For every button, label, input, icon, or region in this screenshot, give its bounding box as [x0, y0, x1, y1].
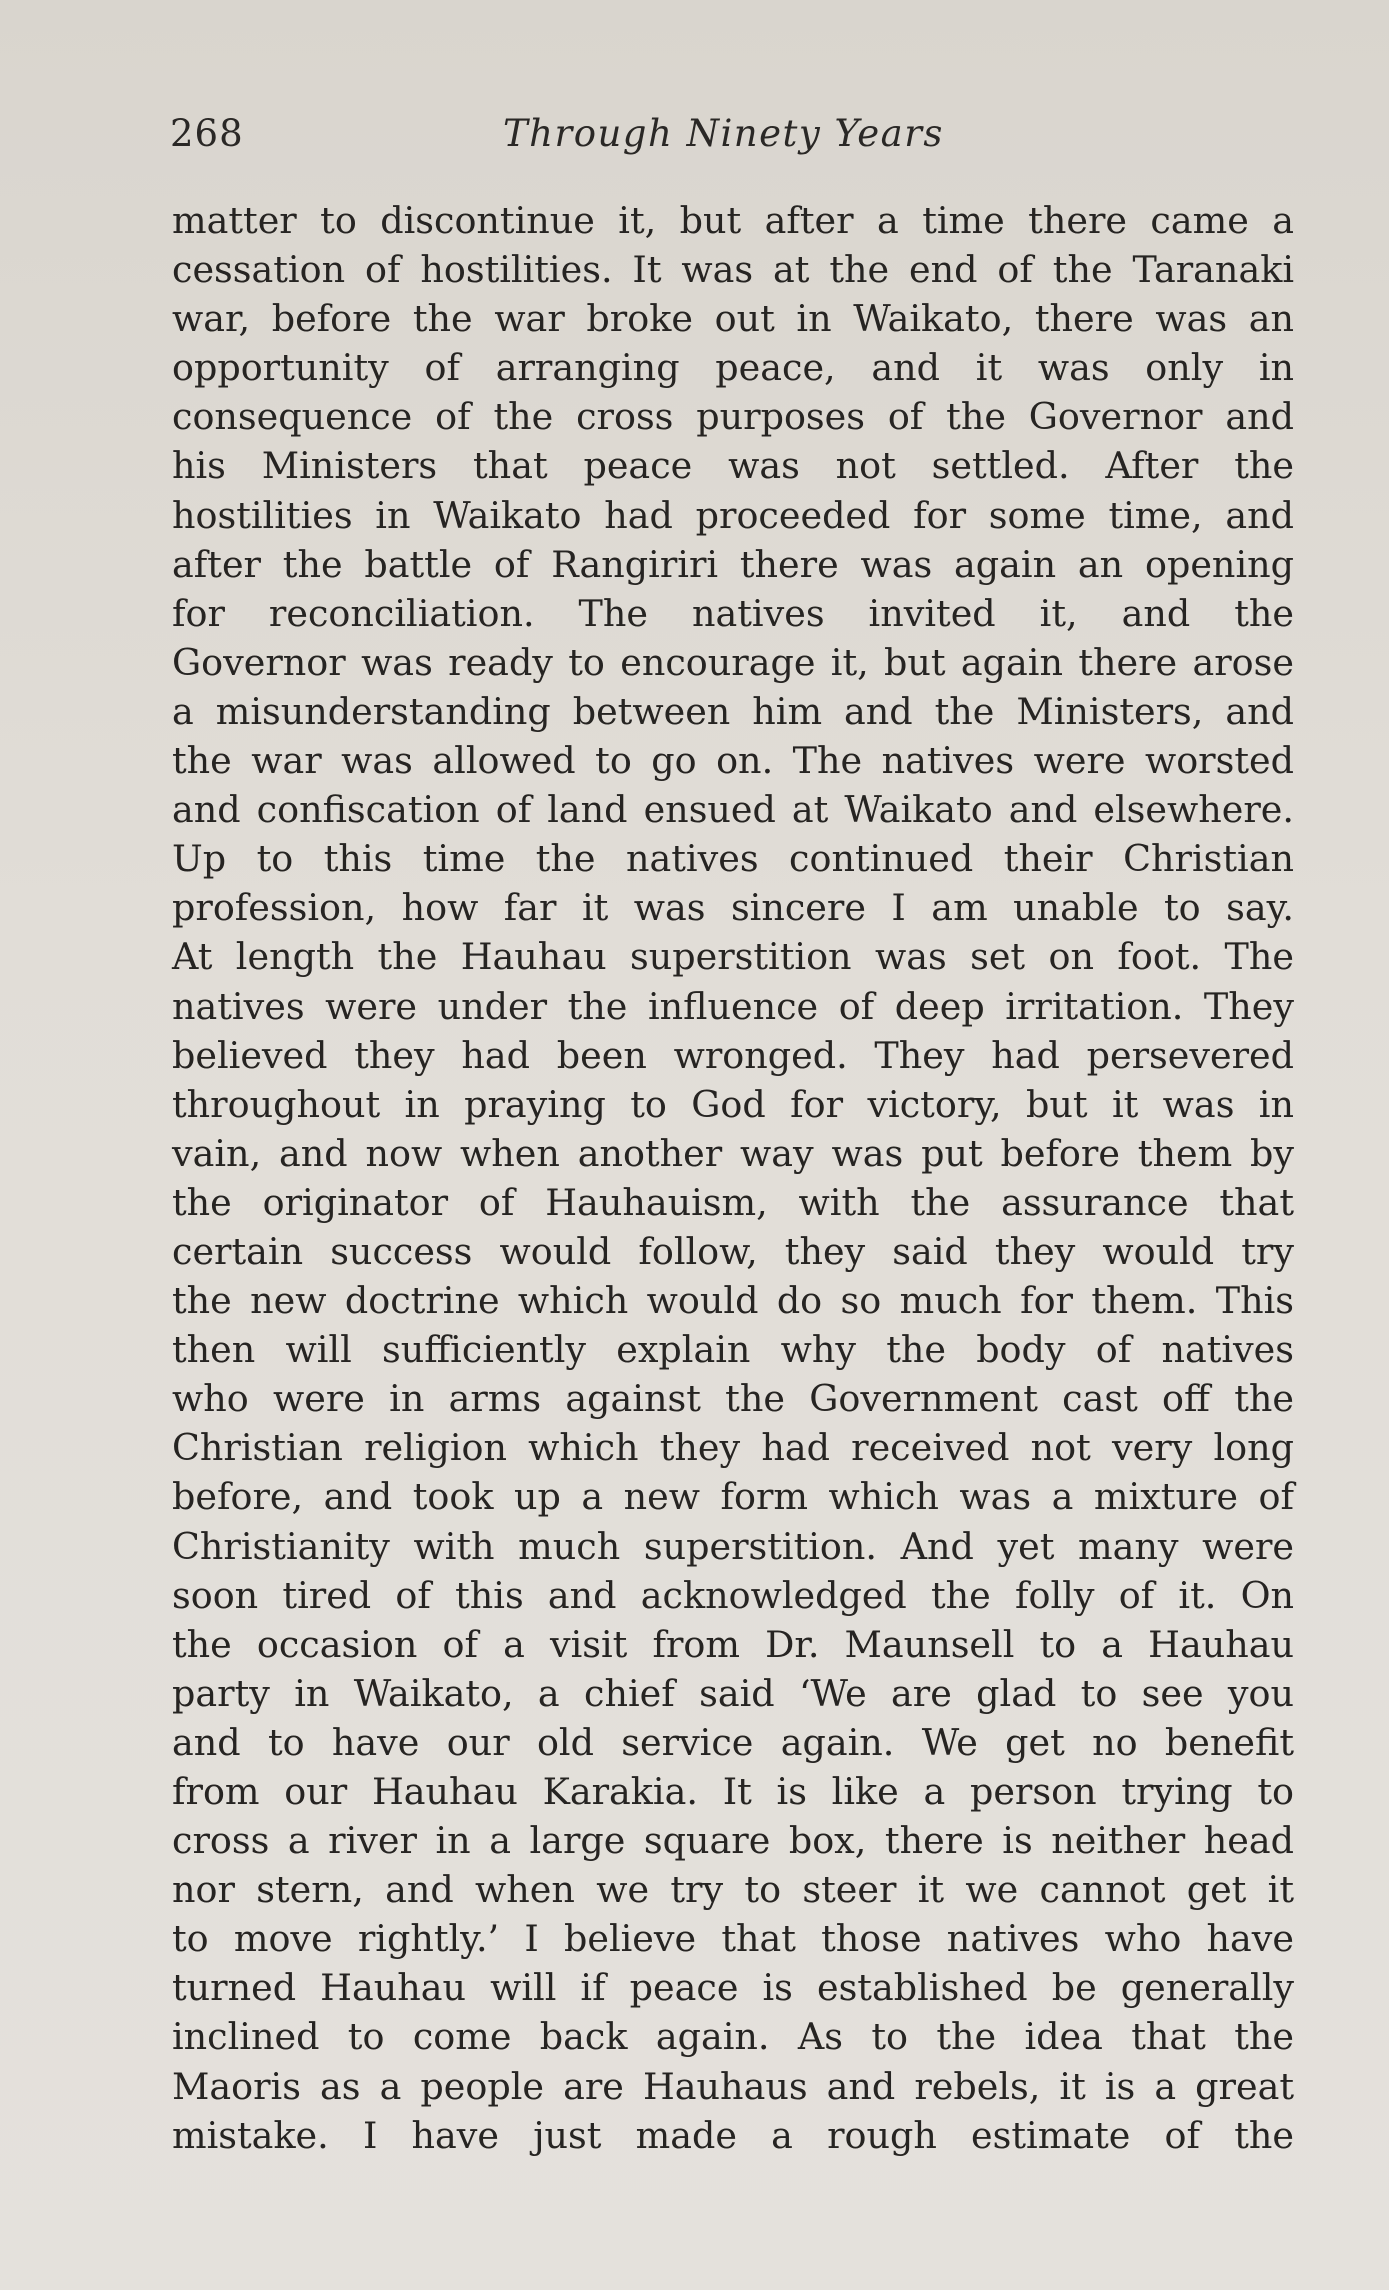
text-line: matter to discontinue it, but after a time there came a	[172, 199, 1294, 242]
text-line: certain success would follow, they said they would try	[172, 1229, 1294, 1273]
text-line: profession, how far it was sincere I am unable to say.	[172, 886, 1294, 930]
text-line: At length the Hauhau superstition was set on foot. The	[172, 935, 1294, 979]
running-title: Through Ninety Years	[503, 112, 944, 155]
text-line: who were in arms against the Government cast off the	[172, 1377, 1294, 1421]
text-line: Christianity with much superstition. And yet many were	[172, 1524, 1294, 1568]
text-line: mistake. I have just made a rough estimate of the	[172, 2113, 1294, 2157]
page-number: 268	[170, 112, 244, 155]
text-line: believed they had been wronged. They had persevered	[172, 1033, 1294, 1077]
text-line: Up to this time the natives continued their Christian	[172, 837, 1294, 881]
text-line: Maoris as a people are Hauhaus and rebels, it is a great	[172, 2064, 1294, 2108]
text-line: party in Waikato, a chief said ‘We are glad to see you	[172, 1671, 1294, 1715]
text-line: before, and took up a new form which was a mixture of	[172, 1475, 1294, 1519]
text-line: hostilities in Waikato had proceeded for some time, and	[172, 493, 1294, 537]
text-line: and confiscation of land ensued at Waikato and elsewhere.	[172, 788, 1294, 832]
text-line: after the battle of Rangiriri there was again an opening	[172, 542, 1294, 586]
text-line: then will sufficiently explain why the body of natives	[172, 1328, 1294, 1372]
text-line: inclined to come back again. As to the idea that the	[172, 2015, 1294, 2059]
text-line: to move rightly.’ I believe that those natives who have	[172, 1917, 1294, 1961]
body-text	[172, 196, 1294, 2160]
text-line: the war was allowed to go on. The natives were worsted	[172, 739, 1294, 783]
text-line: the originator of Hauhauism, with the assurance that	[172, 1180, 1294, 1224]
running-head	[170, 112, 1295, 172]
text-line: the new doctrine which would do so much for them. This	[172, 1279, 1294, 1323]
text-line: from our Hauhau Karakia. It is like a person trying to	[172, 1770, 1294, 1813]
text-line: and to have our old service again. We get no benefit	[172, 1720, 1294, 1764]
text-line: cross a river in a large square box, there is neither head	[172, 1819, 1294, 1863]
text-line: turned Hauhau will if peace is established be generally	[172, 1966, 1294, 2010]
text-line: vain, and now when another way was put before them by	[172, 1131, 1294, 1175]
text-line: nor stern, and when we try to steer it we cannot get it	[172, 1868, 1294, 1912]
text-line: his Ministers that peace was not settled. After the	[172, 444, 1294, 488]
text-line: Christian religion which they had received not very long	[172, 1426, 1294, 1470]
text-line: natives were under the influence of deep irritation. They	[172, 984, 1294, 1028]
text-line: war, before the war broke out in Waikato, there was an	[172, 297, 1294, 341]
text-line: Governor was ready to encourage it, but again there arose	[172, 640, 1294, 684]
text-line: for reconciliation. The natives invited it, and the	[172, 591, 1294, 635]
text-line: throughout in praying to God for victory, but it was in	[172, 1082, 1294, 1126]
text-line: consequence of the cross purposes of the Governor and	[172, 395, 1294, 439]
text-line: opportunity of arranging peace, and it was only in	[172, 346, 1294, 390]
text-line: soon tired of this and acknowledged the folly of it. On	[172, 1573, 1294, 1617]
text-line: a misunderstanding between him and the Ministers, and	[172, 689, 1294, 733]
text-line: the occasion of a visit from Dr. Maunsell to a Hauhau	[172, 1622, 1294, 1666]
text-line: cessation of hostilities. It was at the end of the Taranaki	[172, 248, 1294, 292]
